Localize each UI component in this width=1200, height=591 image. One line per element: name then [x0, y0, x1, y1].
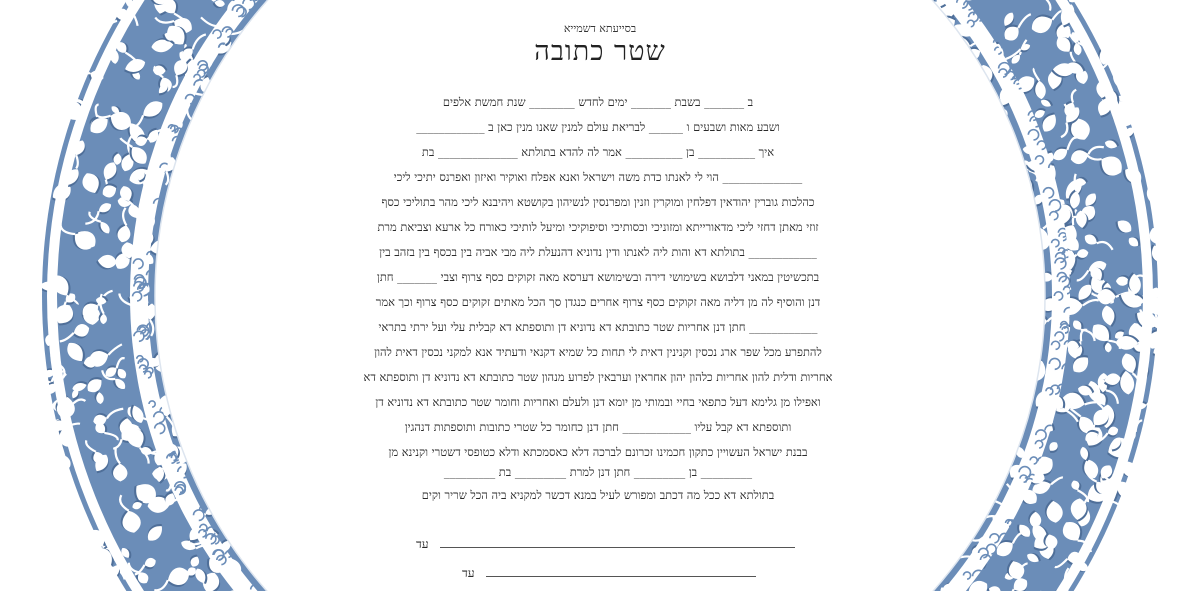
- text-line: _________ בן _________ חתן דנן למרת _________ בת _________: [443, 465, 753, 479]
- text-line: להתפרע מכל שפר ארג נכסין וקנינין דאית לי תחות כל שמיא דקנאי ודעתיד אנא למקני נכסין דאית להון: [374, 345, 822, 359]
- witness-signature-line-2[interactable]: [486, 576, 756, 577]
- text-line: דנן והוסיף לה מן דליה מאה זקוקים כסף צרוף אחרים כנגדן סך הכל מאתים זקוקים כסף צרוף וכך אמר: [375, 295, 821, 309]
- text-line: כהלכות גוברין יהודאין דפלחין ומוקרין וזנין ומפרנסין לנשיהון בקושטא ויהיבנא ליכי מהר בתוליכי כסף: [381, 195, 815, 209]
- text-line: ______________ הוי לי לאנתו כדת משה וישראל ואנא אפלח ואוקיר ואיזון ואפרנס יתיכי ליכי: [393, 170, 803, 184]
- text-line: ב _______ בשבת _______ ימים לחדש ________ שנת חמשת אלפים: [442, 95, 754, 109]
- text-line: איך __________ בן __________ אמר לה להדא בתולתא ______________ בת: [421, 145, 775, 159]
- witness-label-1: עד: [416, 537, 429, 551]
- text-line: ואפילו מן גלימא דעל כתפאי בחיי ובמותי מן יומא דנן ולעלם ואחריות וחומר שטר כתובתא דא נדוניא דן: [375, 395, 821, 409]
- witness-label-2: עד: [462, 566, 475, 580]
- text-line: ותוספתא דא קבל עליו ____________ חתן דנן כחומר כל שטרי כתובות ותוספתות דנהגין: [404, 420, 792, 434]
- witness-signature-line-1[interactable]: [440, 547, 795, 548]
- text-line: ____________ חתן דנן אחריות שטר כתובתא דא נדוניא דן ותוספתא דא קבלית עלי ועל ירתי בתראי: [378, 320, 818, 334]
- blessing-heading: בסייעתא דשמייא: [563, 22, 637, 35]
- text-line: בתולתא דא ככל מה דכתב ומפורש לעיל במנא דכשר למקניא ביה הכל שריר וקים: [421, 488, 775, 502]
- text-line: בתכשיטין במאני דלבושא בשימושי דירה ובשימושא דערסא מאה זקוקים כסף צרוף וצבי _______ חתן: [376, 270, 820, 284]
- text-line: בבנת ישראל העשויין כתקון חכמינו זכרונם לברכה דלא כאסמכתא ודלא כטופסי דשטרי וקנינא מן: [388, 445, 808, 459]
- text-line: ושבע מאות ושבעים ו ______ לבריאת עולם למנין שאנו מנין כאן ב ____________: [416, 120, 780, 134]
- text-line: ____________ בתולתא דא והות ליה לאנתו ודין נדוניא דהנעלת ליה מבי אביה בין בכסף בין בזהב בין: [379, 245, 817, 259]
- text-line: זוזי מאתן דחזי ליכי מדאורייתא ומזוניכי וכסותיכי וסיפוקיכי ומיעל לותיכי כאורח כל ארעא וצביאת מרת: [377, 220, 819, 234]
- document-title: שטר כתובה: [534, 36, 666, 67]
- text-line: אחריות ודלית להון אחריות כלהון יהון אחראין וערבאין לפרוע מנהון שטר כתובתא דא נדוניא דן ותוספתא דא: [363, 370, 833, 384]
